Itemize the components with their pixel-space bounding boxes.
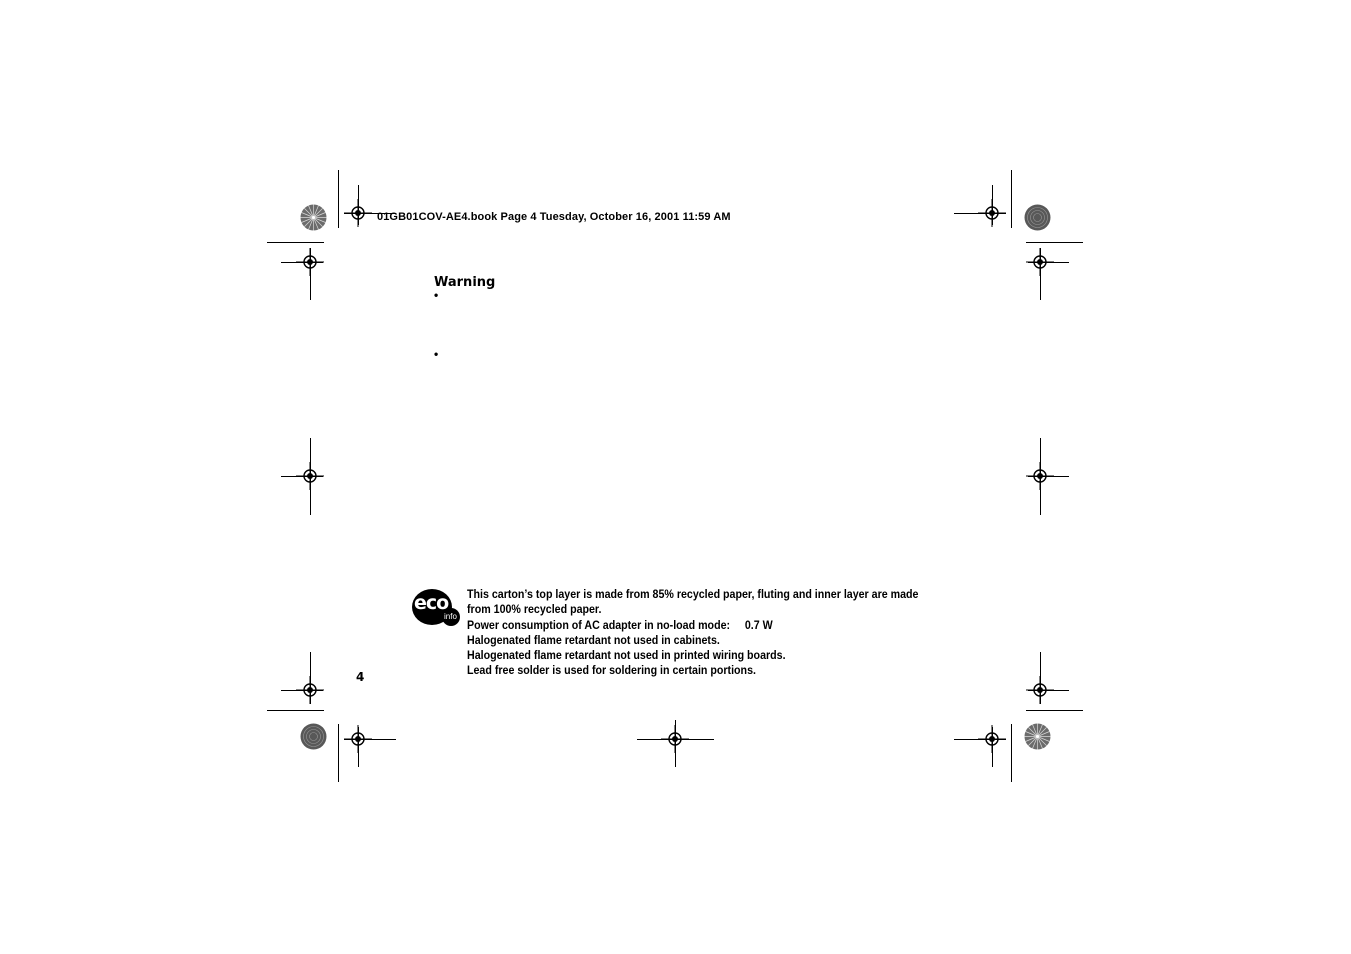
guide-line: [281, 690, 323, 691]
guide-line: [310, 248, 311, 300]
guide-line: [281, 262, 323, 263]
crop-line: [267, 710, 324, 711]
crop-line: [1026, 242, 1083, 243]
bullet-point: •: [434, 288, 439, 302]
guide-line: [281, 476, 323, 477]
guide-line: [992, 727, 993, 767]
eco-info-text: [467, 587, 918, 679]
guide-line: [1028, 690, 1069, 691]
guide-line: [344, 739, 396, 740]
eco-info-logo-icon: [411, 588, 461, 626]
starburst-mark-icon: [1024, 723, 1051, 750]
eco-info-line: Lead free solder is used for soldering in certain portions.: [467, 663, 756, 678]
crop-line: [267, 242, 324, 243]
crop-line: [338, 724, 339, 782]
guide-line: [954, 213, 1006, 214]
eco-info-line: Halogenated flame retardant not used in cabinets.: [467, 632, 720, 647]
eco-logo-sub: info: [444, 612, 457, 621]
eco-info-line: This carton’s top layer is made from 85% recycled paper, fluting and inner layer are made: [467, 587, 919, 601]
page-number: 4: [356, 670, 365, 684]
starburst-mark-icon: [300, 723, 327, 750]
eco-logo-word: eco: [414, 592, 449, 614]
guide-line: [358, 185, 359, 225]
guide-line: [358, 727, 359, 767]
eco-info-line: from 100% recycled paper.: [467, 602, 602, 617]
guide-line: [1028, 476, 1069, 477]
crop-line: [338, 170, 339, 228]
eco-info-line: Halogenated flame retardant not used in printed wiring boards.: [467, 648, 786, 663]
starburst-mark-icon: [300, 204, 327, 231]
starburst-mark-icon: [1024, 204, 1051, 231]
guide-line: [1040, 438, 1041, 515]
guide-line: [675, 720, 676, 767]
guide-line: [310, 652, 311, 704]
guide-line: [954, 739, 1006, 740]
eco-info-line: Power consumption of AC adapter in no-load mode: 0.7 W: [467, 617, 773, 632]
guide-line: [1040, 248, 1041, 300]
crop-line: [1011, 724, 1012, 782]
crop-line: [1026, 710, 1083, 711]
crop-line: [1011, 170, 1012, 228]
guide-line: [1028, 262, 1069, 263]
guide-line: [1040, 652, 1041, 704]
book-header-slug: 01GB01COV-AE4.book Page 4 Tuesday, October 16, 2001 11:59 AM: [377, 211, 731, 223]
bullet-point: •: [434, 347, 439, 361]
guide-line: [310, 438, 311, 515]
warning-heading: Warning: [434, 275, 496, 290]
guide-line: [992, 185, 993, 225]
